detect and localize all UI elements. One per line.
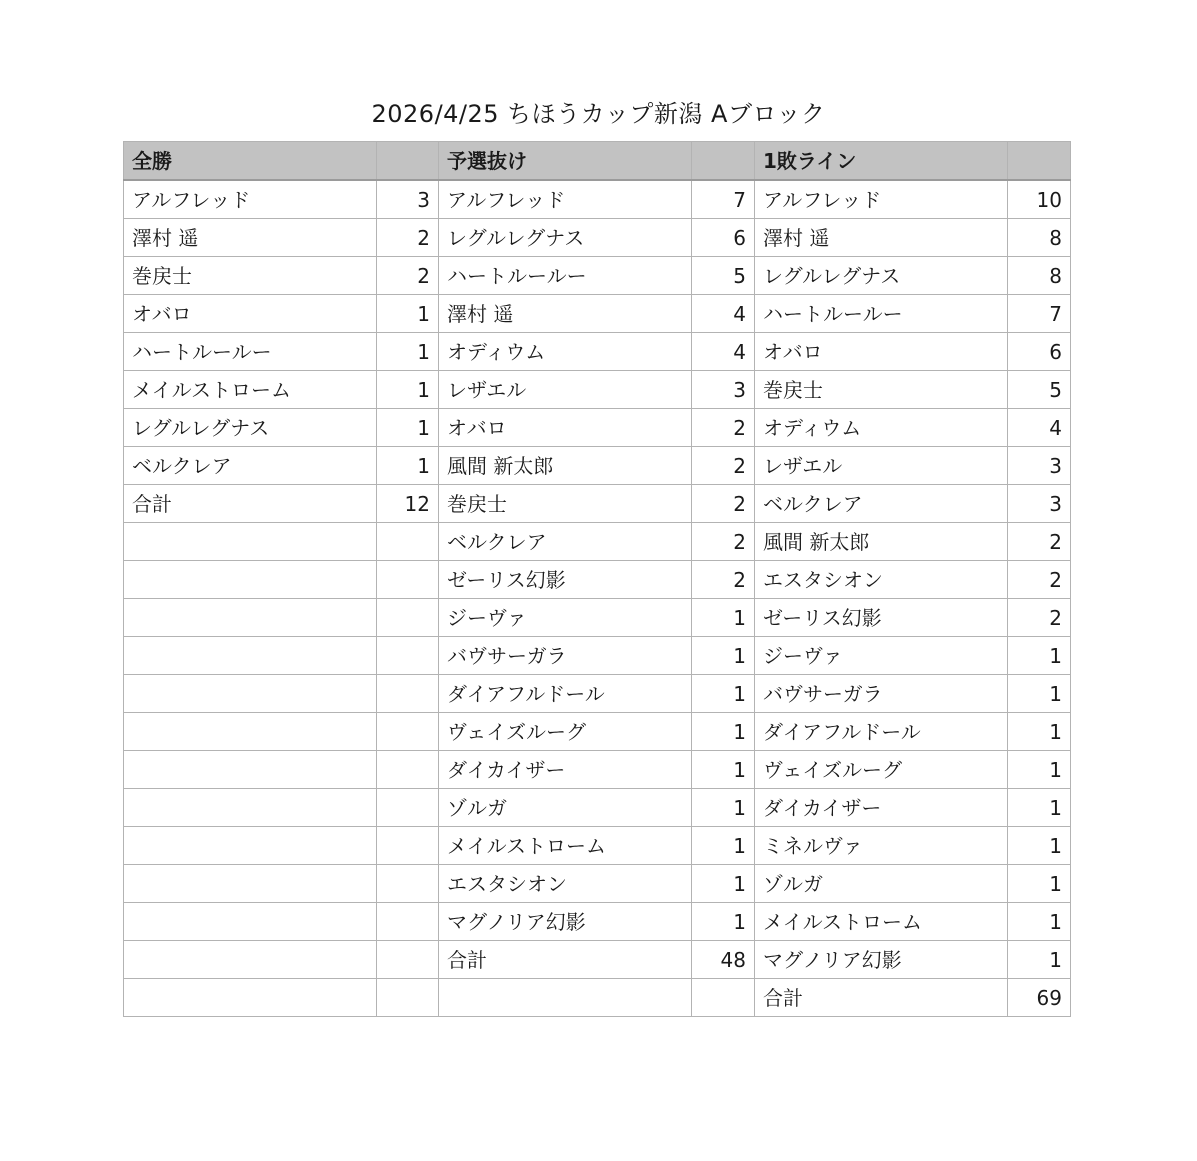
entry-count: 1 xyxy=(1008,713,1071,751)
empty-cell xyxy=(124,675,377,713)
entry-count: 1 xyxy=(692,903,755,941)
entry-count: 2 xyxy=(1008,561,1071,599)
entry-count: 1 xyxy=(1008,751,1071,789)
entry-name: 巻戻士 xyxy=(439,485,692,523)
entry-name: レグルレグナス xyxy=(124,409,377,447)
entry-name: 澤村 遥 xyxy=(755,219,1008,257)
total-value: 69 xyxy=(1008,979,1071,1017)
total-value: 12 xyxy=(377,485,439,523)
entry-count: 1 xyxy=(692,675,755,713)
column-header-zensho-count xyxy=(377,142,439,181)
empty-cell xyxy=(377,979,439,1017)
entry-name: レザエル xyxy=(439,371,692,409)
entry-count: 1 xyxy=(1008,941,1071,979)
entry-name: マグノリア幻影 xyxy=(755,941,1008,979)
table-row xyxy=(124,180,1071,219)
entry-name: バヴサーガラ xyxy=(755,675,1008,713)
empty-cell xyxy=(692,979,755,1017)
entry-name: メイルストローム xyxy=(755,903,1008,941)
entry-name: エスタシオン xyxy=(439,865,692,903)
entry-count: 4 xyxy=(1008,409,1071,447)
entry-count: 1 xyxy=(1008,827,1071,865)
empty-cell xyxy=(124,637,377,675)
entry-count: 10 xyxy=(1008,180,1071,219)
entry-count: 1 xyxy=(692,637,755,675)
empty-cell xyxy=(124,979,377,1017)
entry-name: レグルレグナス xyxy=(439,219,692,257)
empty-cell xyxy=(377,675,439,713)
empty-cell xyxy=(377,827,439,865)
entry-count: 5 xyxy=(692,257,755,295)
entry-name: ゼーリス幻影 xyxy=(755,599,1008,637)
empty-cell xyxy=(124,941,377,979)
entry-count: 1 xyxy=(1008,637,1071,675)
entry-name: 巻戻士 xyxy=(755,371,1008,409)
entry-name: メイルストローム xyxy=(124,371,377,409)
entry-count: 2 xyxy=(692,409,755,447)
entry-count: 1 xyxy=(692,827,755,865)
entry-name: ダイアフルドール xyxy=(439,675,692,713)
entry-count: 4 xyxy=(692,333,755,371)
empty-cell xyxy=(124,751,377,789)
table-row xyxy=(124,295,1071,333)
entry-name: オバロ xyxy=(124,295,377,333)
entry-name: アルフレッド xyxy=(439,180,692,219)
entry-count: 1 xyxy=(377,371,439,409)
table-row xyxy=(124,599,1071,637)
entry-count: 7 xyxy=(692,180,755,219)
entry-count: 3 xyxy=(692,371,755,409)
empty-cell xyxy=(124,713,377,751)
entry-name: アルフレッド xyxy=(755,180,1008,219)
entry-count: 6 xyxy=(1008,333,1071,371)
entry-name: 風間 新太郎 xyxy=(755,523,1008,561)
entry-count: 2 xyxy=(692,523,755,561)
table-row xyxy=(124,751,1071,789)
entry-count: 8 xyxy=(1008,257,1071,295)
entry-count: 1 xyxy=(692,713,755,751)
table-row xyxy=(124,979,1071,1017)
entry-name: レザエル xyxy=(755,447,1008,485)
entry-name: オディウム xyxy=(439,333,692,371)
empty-cell xyxy=(124,827,377,865)
entry-count: 1 xyxy=(1008,903,1071,941)
entry-count: 2 xyxy=(377,257,439,295)
empty-cell xyxy=(377,523,439,561)
empty-cell xyxy=(124,903,377,941)
entry-count: 3 xyxy=(1008,447,1071,485)
results-table xyxy=(123,141,1071,1017)
entry-count: 5 xyxy=(1008,371,1071,409)
empty-cell xyxy=(377,865,439,903)
entry-name: ジーヴァ xyxy=(755,637,1008,675)
entry-name: ハートルールー xyxy=(124,333,377,371)
empty-cell xyxy=(377,789,439,827)
empty-cell xyxy=(377,941,439,979)
column-header-yosen: 予選抜け xyxy=(439,142,692,181)
entry-name: ベルクレア xyxy=(439,523,692,561)
table-row xyxy=(124,333,1071,371)
entry-count: 1 xyxy=(692,865,755,903)
empty-cell xyxy=(377,561,439,599)
table-row xyxy=(124,865,1071,903)
table-row xyxy=(124,637,1071,675)
entry-name: アルフレッド xyxy=(124,180,377,219)
table-row xyxy=(124,941,1071,979)
page-title: 2026/4/25 ちほうカップ新潟 Aブロック xyxy=(371,100,826,128)
table-row xyxy=(124,371,1071,409)
entry-name: ミネルヴァ xyxy=(755,827,1008,865)
total-label: 合計 xyxy=(124,485,377,523)
entry-name: オディウム xyxy=(755,409,1008,447)
entry-count: 1 xyxy=(377,295,439,333)
table-row xyxy=(124,409,1071,447)
entry-count: 1 xyxy=(377,447,439,485)
entry-count: 2 xyxy=(692,485,755,523)
entry-count: 4 xyxy=(692,295,755,333)
entry-name: ハートルールー xyxy=(755,295,1008,333)
entry-name: バヴサーガラ xyxy=(439,637,692,675)
entry-count: 3 xyxy=(1008,485,1071,523)
entry-count: 1 xyxy=(692,599,755,637)
table-row xyxy=(124,257,1071,295)
empty-cell xyxy=(377,637,439,675)
entry-count: 1 xyxy=(1008,865,1071,903)
empty-cell xyxy=(377,599,439,637)
entry-name: ゼーリス幻影 xyxy=(439,561,692,599)
entry-count: 1 xyxy=(377,409,439,447)
entry-name: レグルレグナス xyxy=(755,257,1008,295)
entry-name: ジーヴァ xyxy=(439,599,692,637)
empty-cell xyxy=(124,523,377,561)
entry-name: 風間 新太郎 xyxy=(439,447,692,485)
entry-count: 1 xyxy=(692,751,755,789)
entry-count: 2 xyxy=(1008,523,1071,561)
entry-name: オバロ xyxy=(439,409,692,447)
column-header-yosen-count xyxy=(692,142,755,181)
entry-count: 7 xyxy=(1008,295,1071,333)
table-row xyxy=(124,789,1071,827)
table-row xyxy=(124,523,1071,561)
entry-name: ゾルガ xyxy=(755,865,1008,903)
table-row xyxy=(124,447,1071,485)
column-header-zensho: 全勝 xyxy=(124,142,377,181)
entry-name: ベルクレア xyxy=(124,447,377,485)
entry-count: 1 xyxy=(692,789,755,827)
entry-count: 1 xyxy=(377,333,439,371)
table-row xyxy=(124,827,1071,865)
entry-name: ヴェイズルーグ xyxy=(755,751,1008,789)
entry-name: エスタシオン xyxy=(755,561,1008,599)
entry-count: 8 xyxy=(1008,219,1071,257)
empty-cell xyxy=(124,561,377,599)
table-row xyxy=(124,561,1071,599)
empty-cell xyxy=(124,599,377,637)
table-row xyxy=(124,713,1071,751)
entry-name: 澤村 遥 xyxy=(439,295,692,333)
table-row xyxy=(124,903,1071,941)
entry-count: 2 xyxy=(692,561,755,599)
entry-name: 澤村 遥 xyxy=(124,219,377,257)
entry-name: マグノリア幻影 xyxy=(439,903,692,941)
entry-name: メイルストローム xyxy=(439,827,692,865)
entry-name: ベルクレア xyxy=(755,485,1008,523)
entry-name: ダイアフルドール xyxy=(755,713,1008,751)
entry-name: ゾルガ xyxy=(439,789,692,827)
entry-count: 1 xyxy=(1008,675,1071,713)
empty-cell xyxy=(377,751,439,789)
total-label: 合計 xyxy=(755,979,1008,1017)
empty-cell xyxy=(124,789,377,827)
empty-cell xyxy=(377,903,439,941)
column-header-ippai-count xyxy=(1008,142,1071,181)
entry-count: 2 xyxy=(377,219,439,257)
total-value: 48 xyxy=(692,941,755,979)
entry-count: 2 xyxy=(1008,599,1071,637)
entry-count: 3 xyxy=(377,180,439,219)
entry-name: 巻戻士 xyxy=(124,257,377,295)
empty-cell xyxy=(439,979,692,1017)
entry-name: ダイカイザー xyxy=(755,789,1008,827)
entry-name: ヴェイズルーグ xyxy=(439,713,692,751)
table-row xyxy=(124,219,1071,257)
entry-count: 6 xyxy=(692,219,755,257)
header-row xyxy=(124,142,1071,181)
entry-name: ダイカイザー xyxy=(439,751,692,789)
entry-name: ハートルールー xyxy=(439,257,692,295)
entry-name: オバロ xyxy=(755,333,1008,371)
total-label: 合計 xyxy=(439,941,692,979)
table-row xyxy=(124,675,1071,713)
column-header-ippai: 1敗ライン xyxy=(755,142,1008,181)
entry-count: 2 xyxy=(692,447,755,485)
entry-count: 1 xyxy=(1008,789,1071,827)
empty-cell xyxy=(377,713,439,751)
empty-cell xyxy=(124,865,377,903)
table-row xyxy=(124,485,1071,523)
